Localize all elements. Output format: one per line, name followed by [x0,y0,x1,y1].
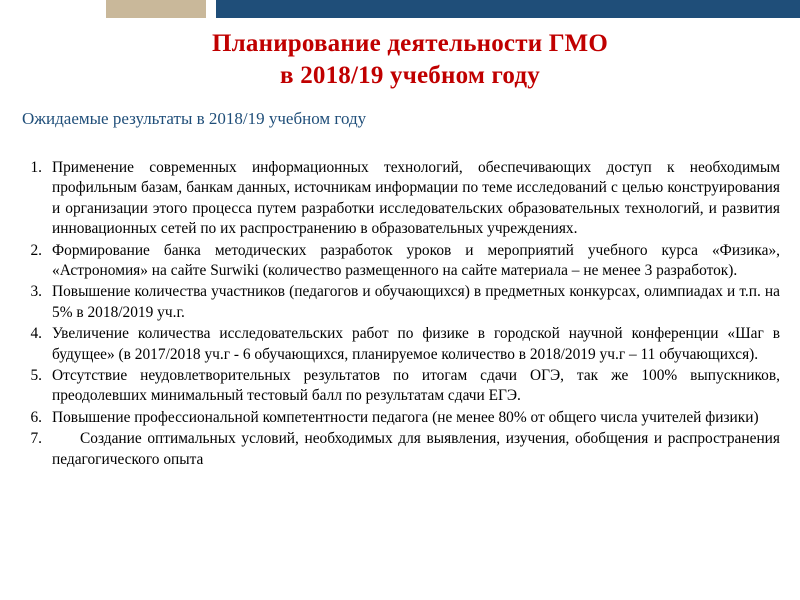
list-item [22,282,780,323]
list-item-text: Отсутствие неудовлетворительных результатов по итогам сдачи ОГЭ, так же 100% выпускников, преодолевших минимальный тестовый балл по результатам сдачи ЕГЭ. [52,367,780,405]
decorative-left-stripe [0,18,106,21]
list-item-text: Увеличение количества исследовательских работ по физике в городской научной конференции «Шаг в будущее» (в 2017/2018 уч.г - 6 обучающихся, планируемое количество в 2018/2019 уч.г – 11 обучающихся). [52,325,780,363]
list-item [22,158,780,240]
list-item-number: 3. [30,283,42,301]
list-item-number: 2. [30,241,42,259]
list-item-number: 4. [30,325,42,343]
list-item-text: Применение современных информационных технологий, обеспечивающих доступ к необходимым профильным базам, банкам данных, источникам информации по теме исследований с целью конструирования и организации этого процесса путем разработки исследовательских образовательных технологий, и развития инновационных сетей по их распространению в образовательных учреждениях. [52,159,780,238]
list-item-text: Повышение количества участников (педагогов и обучающихся) в предметных конкурсах, олимпиадах и т.п. на 5% в 2018/2019 уч.г. [52,283,780,321]
top-bar-segment-gap [206,0,216,18]
top-bar-segment-tan [106,0,206,18]
slide-title [60,28,760,92]
list-item-text-content: Создание оптимальных условий, необходимых для выявления, изучения, обобщения и распространения педагогического опыта [52,430,780,468]
list-item [22,366,780,407]
decorative-bottom-bar [0,584,800,600]
list-item-text: Формирование банка методических разработок уроков и мероприятий учебного курса «Физика», «Астрономия» на сайте Surwiki (количество размещенного на сайте материала – не менее 3 разработок). [52,241,780,280]
list-item [22,324,780,365]
list-item [22,429,780,470]
title-line-2: в 2018/19 учебном году [280,62,540,89]
list-item-number: 5. [30,367,42,385]
top-bar-segment-white [0,0,106,18]
list-item-number: 7. [30,430,42,448]
decorative-top-bar [0,0,800,18]
title-line-1: Планирование деятельности ГМО [212,30,608,57]
list-item [22,241,780,282]
list-item-text [52,429,780,470]
list-item-number: 1. [30,159,42,176]
expected-results-list [22,158,780,471]
list-item-text: Повышение профессиональной компетентности педагога (не менее 80% от общего числа учителей физики) [52,408,759,426]
list-item [22,408,780,428]
decorative-left-bar [0,0,8,600]
top-bar-segment-blue [216,0,800,18]
list-item-number: 6. [30,408,42,426]
slide-subtitle: Ожидаемые результаты в 2018/19 учебном году [22,109,367,128]
